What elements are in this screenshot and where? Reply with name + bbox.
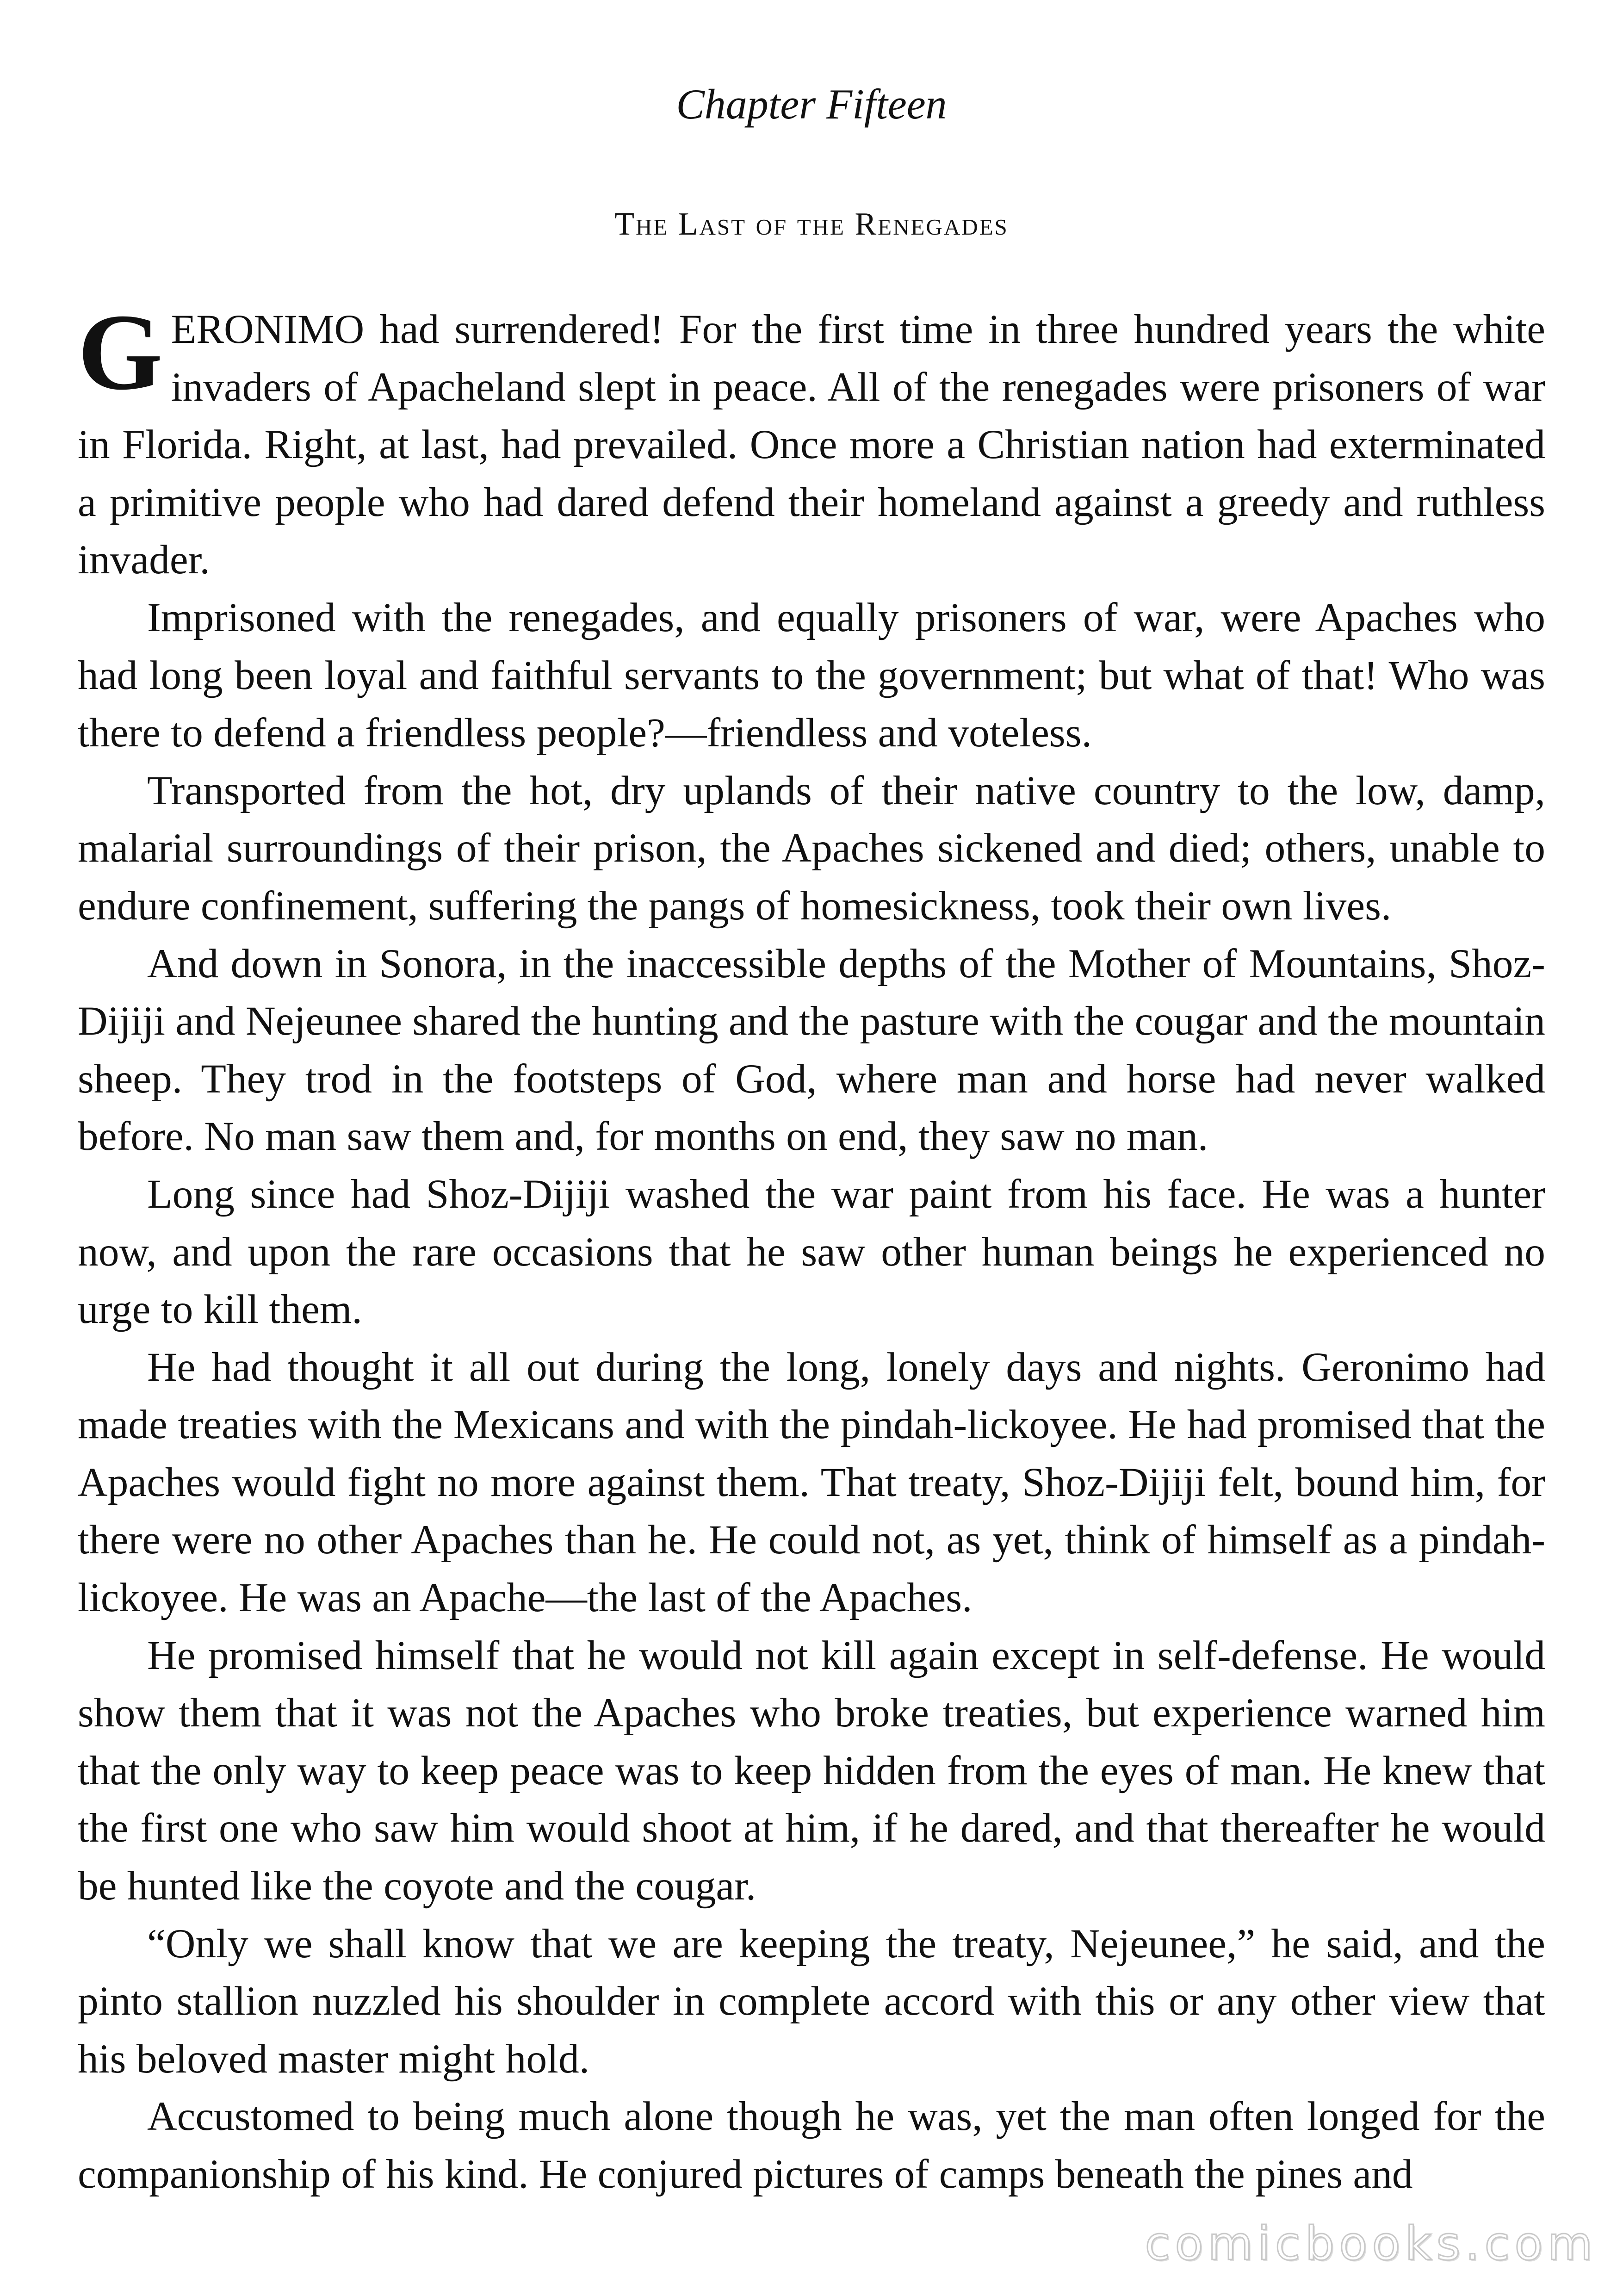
paragraph-text: ERONIMO had surrendered! For the first time in three hundred years the white invaders of Apacheland slept in peace. All of the renegades were prisoners of war in Florida. Right, at last, had prevailed. Once more a Christian nation had exterminated a primitive people who had dared defend their homeland against a greedy and ruthless invader. — [78, 306, 1545, 583]
watermark: comicbooks.com — [1145, 2216, 1597, 2271]
paragraph: Transported from the hot, dry uplands of their native country to the low, damp, malarial surroundings of their prison, the Apaches sickened and died; others, unable to endure confinement, suffering the pangs of homesickness, took their own lives. — [78, 767, 1545, 929]
paragraph: “Only we shall know that we are keeping the treaty, Nejeunee,” he said, and the pinto stallion nuzzled his shoulder in complete accord with this or any other view that his beloved master might hold. — [78, 1920, 1545, 2082]
paragraph: Imprisoned with the renegades, and equally prisoners of war, were Apaches who had long been loyal and faithful servants to the government; but what of that! Who was there to defend a friendless people?—friendless and voteless. — [78, 594, 1545, 756]
drop-cap: G — [78, 292, 163, 413]
chapter-title: The Last of the Renegades — [614, 206, 1009, 242]
paragraph: Long since had Shoz-Dijiji washed the war paint from his face. He was a hunter now, and upon the rare occasions that he saw other human beings he experienced no urge to kill them. — [78, 1171, 1545, 1333]
paragraph: And down in Sonora, in the inaccessible depths of the Mother of Mountains, Shoz-Dijiji and Nejeunee shared the hunting and the pasture with the cougar and the mountain sheep. They trod in the footsteps of God, where man and horse had never walked before. No man saw them and, for months on end, they saw no man. — [78, 940, 1545, 1160]
chapter-body — [78, 292, 1545, 2203]
paragraph: He had thought it all out during the long, lonely days and nights. Geronimo had made treaties with the Mexicans and with the pindah-lickoyee. He had promised that the Apaches would fight no more against them. That treaty, Shoz-Dijiji felt, bound him, for there were no other Apaches than he. He could not, as yet, think of himself as a pindah-lickoyee. He was an Apache—the last of the Apaches. — [78, 1344, 1545, 1621]
paragraph: Accustomed to being much alone though he was, yet the man often longed for the companionship of his kind. He conjured pictures of camps beneath the pines and — [78, 2093, 1545, 2197]
paragraph: He promised himself that he would not kill again except in self-defense. He would show them that it was not the Apaches who broke treaties, but experience warned him that the only way to keep peace was to keep hidden from the eyes of man. He knew that the first one who saw him would shoot at him, if he dared, and that thereafter he would be hunted like the coyote and the cougar. — [78, 1632, 1545, 1909]
chapter-number: Chapter Fifteen — [676, 81, 947, 128]
paragraph — [78, 292, 1545, 589]
